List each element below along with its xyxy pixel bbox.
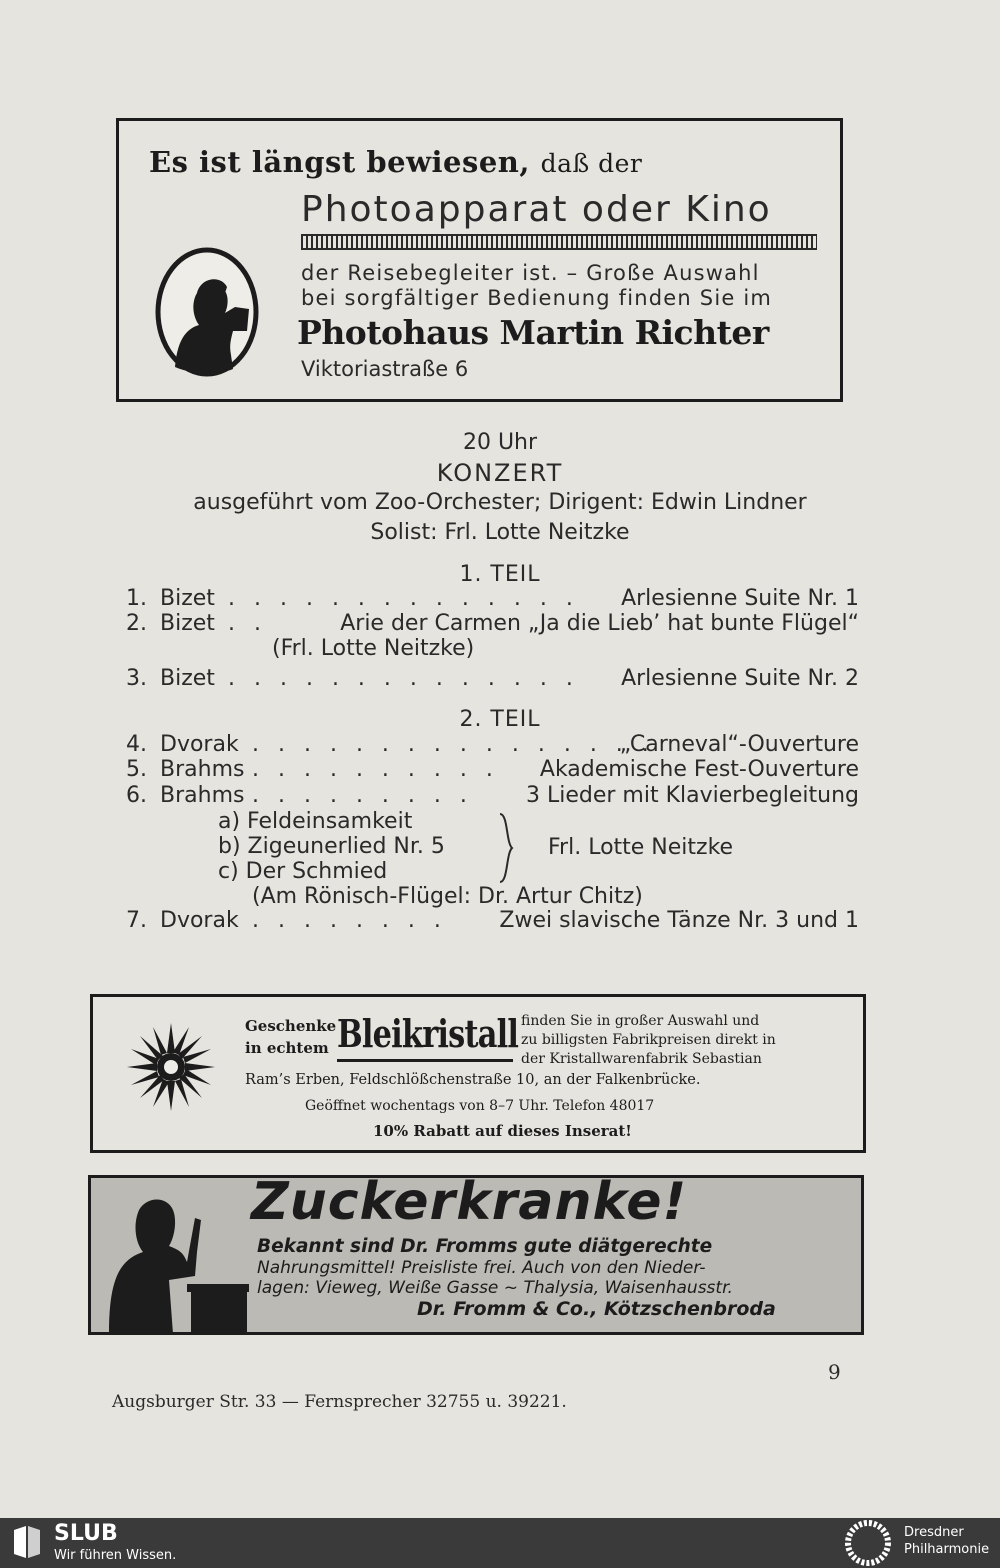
item-note: (Frl. Lotte Neitzke) bbox=[272, 636, 475, 661]
bleikristall-advertisement bbox=[90, 994, 866, 1153]
slub-subtitle: Wir führen Wissen. bbox=[54, 1548, 177, 1563]
item-work: 3 Lieder mit Klavierbegleitung bbox=[525, 783, 859, 808]
ad-company-name: Photohaus Martin Richter bbox=[297, 313, 769, 352]
speaker-silhouette-icon bbox=[99, 1180, 249, 1334]
ad-line-1: der Reisebegleiter ist. – Große Auswahl bbox=[301, 261, 760, 285]
brace-icon bbox=[496, 812, 516, 884]
ad-headline: Es ist längst bewiesen, daß der bbox=[149, 145, 643, 179]
photohaus-advertisement bbox=[116, 118, 843, 402]
item-composer: Bizet bbox=[160, 586, 215, 611]
item-work: Akademische Fest-Ouverture bbox=[539, 757, 859, 782]
song-c: c) Der Schmied bbox=[218, 859, 388, 884]
brand-underline bbox=[337, 1059, 513, 1062]
item-number: 1. bbox=[126, 586, 147, 611]
songs-soloist: Frl. Lotte Neitzke bbox=[548, 835, 734, 860]
leader-dots: . . . . . . . . bbox=[252, 908, 447, 933]
item-number: 5. bbox=[126, 757, 147, 782]
concert-time: 20 Uhr bbox=[462, 430, 538, 455]
ad-brand: Bleikristall bbox=[337, 1011, 519, 1056]
crystal-star-icon bbox=[123, 1019, 219, 1115]
concert-soloist: Solist: Frl. Lotte Neitzke bbox=[370, 520, 630, 545]
ad-left-line-1: Geschenke bbox=[245, 1017, 337, 1035]
part-2-heading: 2. TEIL bbox=[459, 707, 541, 732]
leader-dots: . . . . . . . . . . . . . . . . bbox=[252, 732, 655, 757]
philharmonie-logo-icon bbox=[842, 1520, 894, 1566]
leader-dots: . . . . . . . . . . bbox=[252, 757, 499, 782]
page-number: 9 bbox=[828, 1360, 841, 1384]
item-number: 2. bbox=[126, 611, 147, 636]
item-composer: Bizet bbox=[160, 666, 215, 691]
item-composer: Brahms bbox=[160, 757, 245, 782]
part-1-heading: 1. TEIL bbox=[459, 562, 541, 587]
item-number: 6. bbox=[126, 783, 147, 808]
ad-line-2: bei sorgfältiger Bedienung finden Sie im bbox=[301, 286, 773, 310]
leader-dots: . . . . . . . . . bbox=[252, 783, 473, 808]
concert-title: KONZERT bbox=[436, 459, 564, 487]
bottom-address: Augsburger Str. 33 — Fernsprecher 32755 u. 39221. bbox=[112, 1392, 567, 1412]
ad-address: Viktoriastraße 6 bbox=[301, 357, 469, 381]
item-composer: Bizet bbox=[160, 611, 215, 636]
item-work: Arlesienne Suite Nr. 2 bbox=[621, 666, 859, 691]
zuckerkranke-advertisement bbox=[88, 1175, 864, 1335]
item-number: 4. bbox=[126, 732, 147, 757]
song-b: b) Zigeunerlied Nr. 5 bbox=[218, 834, 445, 859]
item-composer: Brahms bbox=[160, 783, 245, 808]
partner-name-1[interactable]: Dresdner bbox=[904, 1525, 964, 1540]
partner-name-2[interactable]: Philharmonie bbox=[904, 1542, 990, 1557]
ad-hours-line: Geöffnet wochentags von 8–7 Uhr. Telefon 48017 bbox=[305, 1098, 655, 1114]
footer-bar bbox=[0, 1518, 1000, 1568]
item-number: 3. bbox=[126, 666, 147, 691]
ad-right-line-1: finden Sie in großer Auswahl und bbox=[521, 1013, 760, 1029]
photographer-silhouette-icon bbox=[155, 247, 259, 377]
ad-left-line-2: in echtem bbox=[245, 1039, 329, 1057]
leader-dots: . . bbox=[228, 611, 267, 636]
ad-right-line-3: der Kristallwarenfabrik Sebastian bbox=[521, 1051, 762, 1067]
item-work: Arie der Carmen „Ja die Lieb’ hat bunte Flügel“ bbox=[340, 611, 859, 636]
ad-line-4: Dr. Fromm & Co., Kötzschenbroda bbox=[417, 1298, 776, 1320]
item-work: Arlesienne Suite Nr. 1 bbox=[621, 586, 859, 611]
ad-discount-line: 10% Rabatt auf dieses Inserat! bbox=[373, 1122, 632, 1140]
ad-product: Photoapparat oder Kino bbox=[301, 189, 772, 230]
leader-dots: . . . . . . . . . . . . . . bbox=[228, 586, 579, 611]
item-work: Zwei slavische Tänze Nr. 3 und 1 bbox=[499, 908, 859, 933]
leader-dots: . . . . . . . . . . . . . . bbox=[228, 666, 579, 691]
item-composer: Dvorak bbox=[160, 732, 239, 757]
ad-line-3: lagen: Vieweg, Weiße Gasse ~ Thalysia, Waisenhausstr. bbox=[257, 1278, 733, 1298]
ad-right-line-2: zu billigsten Fabrikpreisen direkt in bbox=[521, 1032, 776, 1048]
ad-line-1: Bekannt sind Dr. Fromms gute diätgerechte bbox=[257, 1236, 713, 1257]
ad-address-line: Ram’s Erben, Feldschlößchenstraße 10, an der Falkenbrücke. bbox=[245, 1072, 701, 1088]
decorative-rule bbox=[301, 234, 817, 250]
item-composer: Dvorak bbox=[160, 908, 239, 933]
concert-subtitle: ausgeführt vom Zoo-Orchester; Dirigent: Edwin Lindner bbox=[193, 490, 807, 515]
item-work: „Carneval“-Ouverture bbox=[619, 732, 859, 757]
accompanist: (Am Rönisch-Flügel: Dr. Artur Chitz) bbox=[252, 884, 643, 909]
item-number: 7. bbox=[126, 908, 147, 933]
ad-headline: Zuckerkranke! bbox=[251, 1175, 688, 1232]
ad-line-2: Nahrungsmittel! Preisliste frei. Auch von den Nieder- bbox=[257, 1258, 706, 1278]
slub-book-icon bbox=[12, 1524, 42, 1560]
slub-title[interactable]: SLUB bbox=[54, 1521, 118, 1546]
song-a: a) Feldeinsamkeit bbox=[218, 809, 413, 834]
